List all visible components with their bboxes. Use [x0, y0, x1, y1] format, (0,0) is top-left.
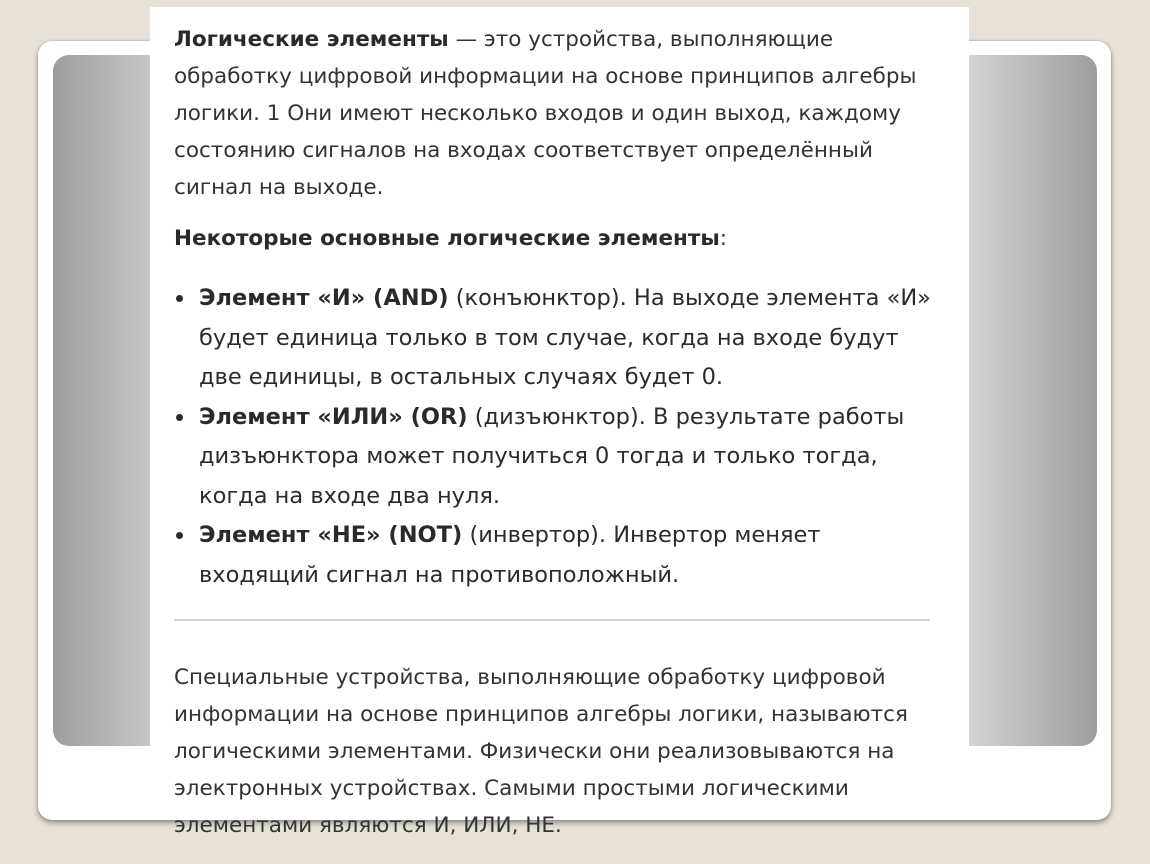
gate-description: (дизъюнктор). В результате работы дизъюнктора может получиться 0 тогда и только тогда, когда на входе два нуля.: [199, 403, 905, 509]
gate-name: Элемент «НЕ» (NOT): [199, 522, 463, 548]
bullet-icon: [176, 532, 183, 539]
bullet-icon: [176, 295, 183, 302]
section-heading: [174, 220, 945, 257]
gate-list: [174, 279, 945, 595]
gate-description: (инвертор). Инвертор меняет входящий сигнал на противоположный.: [199, 522, 821, 588]
divider: [174, 619, 930, 621]
intro-term: Логические элементы: [174, 27, 449, 52]
section-heading-colon: :: [719, 226, 728, 251]
gate-name: Элемент «ИЛИ» (OR): [199, 403, 468, 430]
list-item: [174, 398, 945, 517]
summary-paragraph: Специальные устройства, выполняющие обработку цифровой информации на основе принципов алгебры логики, называются логическими элементами. Физически они реализовываются на электронных устройствах. Самыми простыми логическими элементами являются И, ИЛИ, НЕ.: [174, 665, 908, 838]
list-item: [174, 516, 945, 595]
intro-paragraph: [174, 21, 945, 206]
list-item: [174, 279, 945, 398]
bullet-icon: [176, 414, 183, 421]
content-card: [150, 7, 969, 838]
gate-description: (конъюнктор). На выходе элемента «И» будет единица только в том случае, когда на входе будут две единицы, в остальных случаях будет 0.: [199, 285, 931, 390]
section-heading-text: Некоторые основные логические элементы: [174, 226, 720, 251]
gate-name: Элемент «И» (AND): [199, 285, 449, 311]
intro-text: — это устройства, выполняющие обработку цифровой информации на основе принципов алгебры логики. 1 Они имеют несколько входов и один выход, каждому состоянию сигналов на входах соответствует определённый сигнал на выходе.: [174, 27, 917, 200]
